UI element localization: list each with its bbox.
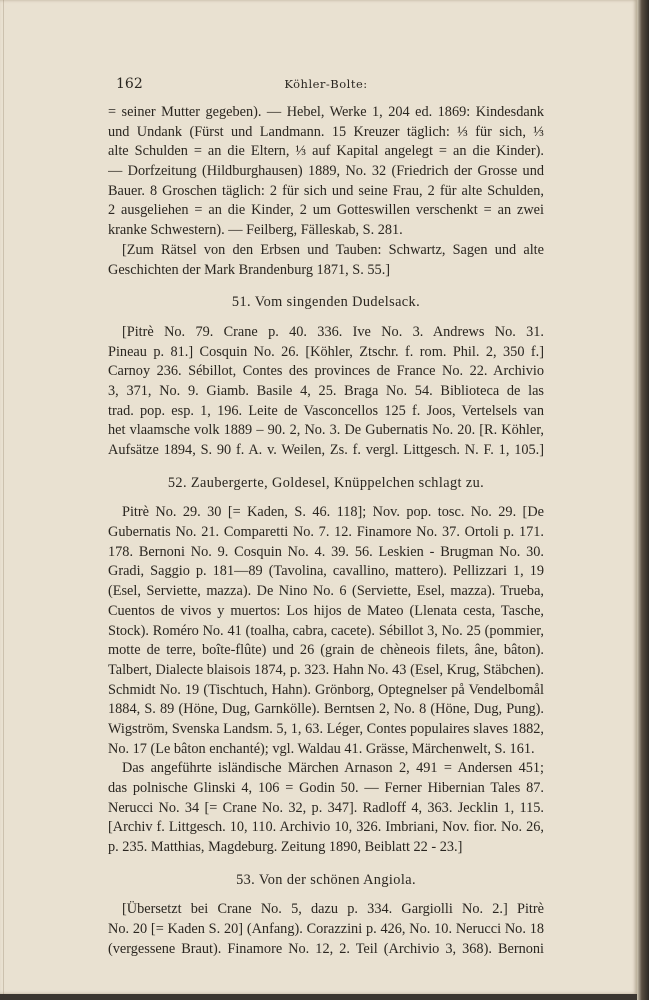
- text-line: [Archiv f. Littgesch. 10, 110. Archivio 10, 326. Imbriani, Nov. fior. No. 26,: [108, 819, 544, 836]
- text-line: No. 20 [= Kaden S. 20] (Anfang). Corazzini p. 426, No. 10. Nerucci No. 18: [108, 921, 544, 938]
- text-line: das polnische Glinski 4, 106 = Godin 50. — Ferner Hibernian Tales 87.: [108, 780, 544, 796]
- text-line: Gubernatis No. 21. Comparetti No. 7. 12. Finamore No. 37. Ortoli p. 171.: [108, 524, 544, 541]
- text-line: motte de terre, boîte-flûte) und 26 (grain de chèneois filets, âne, bâton).: [108, 642, 544, 659]
- section-gap: [108, 461, 544, 474]
- section-heading: 51. Vom singenden Dudelsack.: [231, 294, 421, 311]
- text-line: Geschichten der Mark Brandenburg 1871, S. 55.]: [108, 261, 391, 278]
- text-line: (Esel, Serviette, mazza). De Nino No. 6 (Serviette, Esel, mazza). Trueba,: [108, 583, 544, 600]
- text-line: Das angeführte isländische Märchen Arnason 2, 491 = Andersen 451;: [122, 760, 544, 777]
- text-line: p. 235. Matthias, Magdeburg. Zeitung 1890, Beiblatt 22 - 23.]: [108, 839, 463, 856]
- text-line: Cuentos de vivos y muertos: Los hijos de Mateo (Llenata cesta, Tasche,: [108, 602, 544, 619]
- text-line: trad. pop. esp. 1, 196. Leite de Vasconcellos 125 f. Joos, Vertelsels van: [108, 402, 544, 419]
- text-line: Bauer. 8 Groschen täglich: 2 für sich und seine Frau, 2 für alte Schulden,: [108, 182, 544, 199]
- text-line: 178. Bernoni No. 9. Cosquin No. 4. 39. 56. Leskien - Brugman No. 30.: [108, 543, 544, 560]
- section-gap: [108, 493, 544, 503]
- text-line: [Übersetzt bei Crane No. 5, dazu p. 334. Gargiolli No. 2.] Pitrè: [122, 901, 544, 918]
- text-line: het vlaamsche volk 1889 – 90. 2, No. 3. De Gubernatis No. 20. [R. Köhler,: [108, 422, 544, 439]
- section-heading: 52. Zaubergerte, Goldesel, Knüppelchen schlagt zu.: [167, 474, 485, 491]
- text-line: Pineau p. 81.] Cosquin No. 26. [Köhler, Ztschr. f. rom. Phil. 2, 350 f.]: [108, 343, 544, 360]
- text-line: Nerucci No. 34 [= Crane No. 32, p. 347]. Radloff 4, 363. Jecklin 1, 115.: [108, 799, 544, 816]
- section-heading: 53. Von der schönen Angiola.: [236, 871, 416, 888]
- section-gap: [108, 858, 544, 871]
- text-line: — Dorfzeitung (Hildburghausen) 1889, No. 32 (Friedrich der Grosse und: [108, 163, 544, 180]
- page-fold-line: [3, 0, 4, 994]
- text-line: = seiner Mutter gegeben). — Hebel, Werke 1, 204 ed. 1869: Kindesdank: [108, 104, 544, 120]
- text-line: Aufsätze 1894, S. 90 f. A. v. Weilen, Zs. f. vergl. Littgesch. N. F. 1, 105.]: [108, 442, 544, 458]
- text-line: Wigström, Svenska Landsm. 5, 1, 63. Léger, Contes populaires slaves 1882,: [108, 720, 544, 737]
- text-line: Stock). Roméro No. 41 (toalha, cabra, cacete). Sébillot 3, No. 25 (pommier,: [108, 622, 544, 639]
- text-line: 3, 371, No. 9. Giamb. Basile 4, 25. Braga No. 54. Biblioteca de las: [108, 382, 544, 399]
- running-title: Köhler-Bolte:: [284, 77, 368, 91]
- text-line: kranke Schwestern). — Feilberg, Fälleskab, S. 281.: [108, 222, 403, 239]
- text-line: alte Schulden = an die Eltern, ⅓ auf Kapital angelegt = an die Kinder).: [108, 143, 544, 160]
- text-line: [Zum Rätsel von den Erbsen und Tauben: Schwartz, Sagen und alte: [122, 241, 544, 258]
- text-line: (vergessene Braut). Finamore No. 12, 2. Teil (Archivio 3, 368). Bernoni: [108, 940, 544, 957]
- text-line: und Undank (Fürst und Landmann. 15 Kreuzer täglich: ⅓ für sich, ⅓: [108, 123, 544, 140]
- text-line: Carnoy 236. Sébillot, Contes des provinces de France No. 22. Archivio: [108, 363, 544, 380]
- section-gap: [108, 280, 544, 293]
- section-gap: [108, 313, 544, 323]
- book-edge: [637, 0, 649, 1000]
- section-gap: [108, 890, 544, 900]
- text-line: 2 ausgeliehen = an die Kinder, 2 um Gotteswillen verschenkt = an zwei: [108, 202, 544, 219]
- text-line: 1884, S. 89 (Höne, Dug, Garnkölle). Berntsen 2, No. 8 (Höne, Dug, Pung).: [108, 701, 544, 718]
- text-line: Talbert, Dialecte blaisois 1874, p. 323. Hahn No. 43 (Esel, Krug, Stäbchen).: [108, 661, 544, 678]
- text-line: Schmidt No. 19 (Tischtuch, Hahn). Grönborg, Optegnelser på Vendelbomål: [108, 681, 544, 698]
- text-line: Pitrè No. 29. 30 [= Kaden, S. 46. 118]; Nov. pop. tosc. No. 29. [De: [122, 504, 544, 521]
- page-header: [116, 76, 536, 96]
- text-line: Gradi, Saggio p. 181—89 (Tavolina, cavallino, mattero). Pellizzari 1, 19: [108, 563, 544, 580]
- text-line: No. 17 (Le bâton enchanté); vgl. Waldau 41. Grässe, Märchenwelt, S. 161.: [108, 740, 535, 757]
- page-body-text: [108, 103, 544, 960]
- text-line: [Pitrè No. 79. Crane p. 40. 336. Ive No. 3. Andrews No. 31.: [122, 323, 544, 340]
- page-number: 162: [116, 76, 143, 92]
